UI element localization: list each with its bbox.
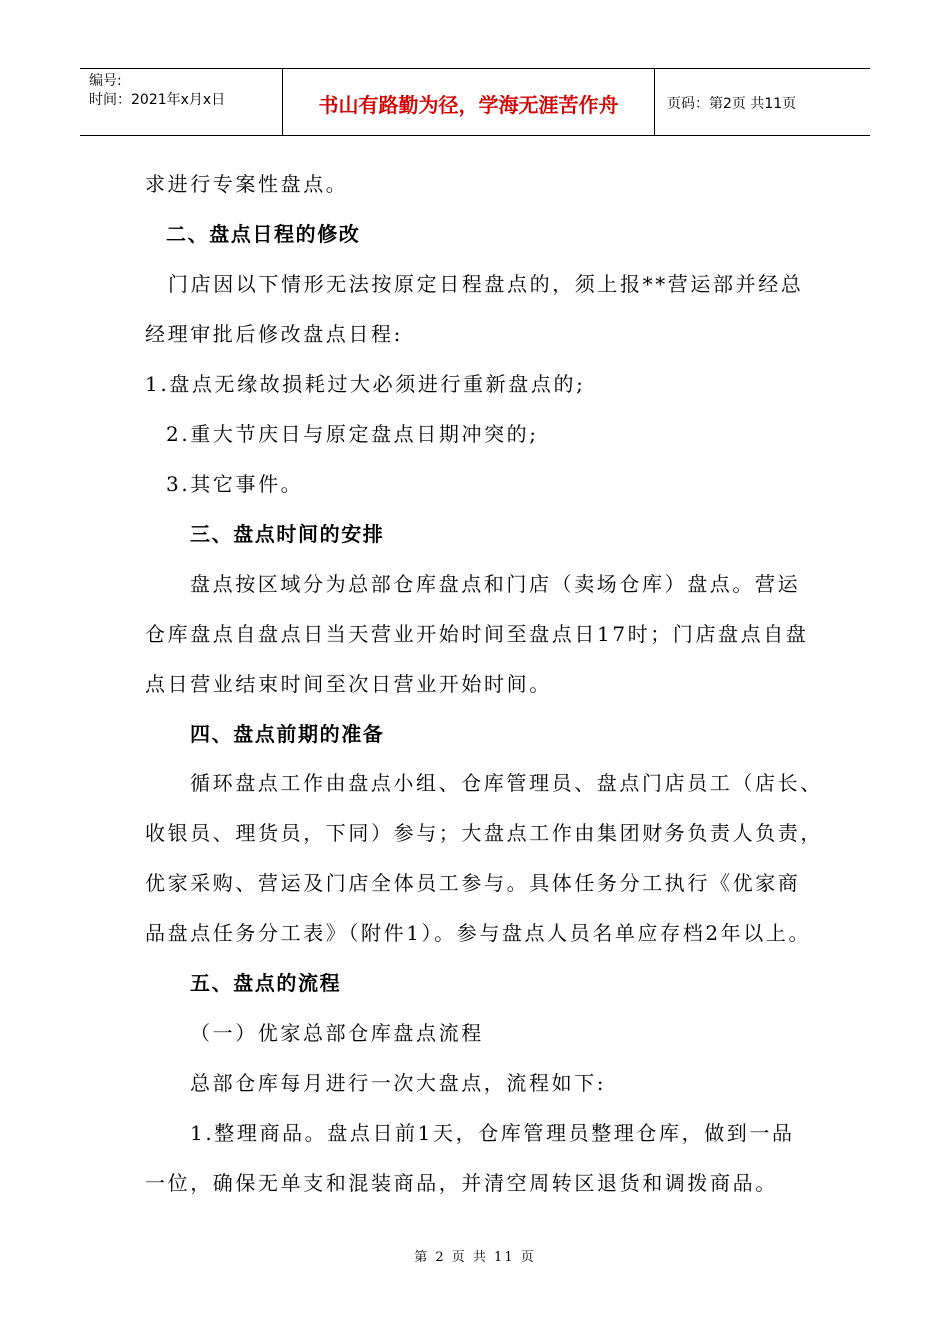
section-heading-4: 四、盘点前期的准备 [190,722,385,746]
document-date: 时间：2021年x月x日 [89,92,226,108]
header-page-number: 页码：第2页 共11页 [667,96,797,112]
list-item: 2.重大节庆日与原定盘点日期冲突的; [166,422,539,446]
header-motto: 书山有路勤为径，学海无涯苦作舟 [283,69,655,135]
paragraph-line: 收银员、理货员，下同）参与；大盘点工作由集团财务负责人负责， [145,821,823,845]
list-item: 1.盘点无缘故损耗过大必须进行重新盘点的; [145,372,586,396]
section-heading-3: 三、盘点时间的安排 [190,522,385,546]
paragraph-line: 一位，确保无单支和混装商品，并清空周转区退货和调拨商品。 [145,1171,778,1195]
list-item: 1.整理商品。盘点日前1天，仓库管理员整理仓库，做到一品 [190,1121,795,1145]
paragraph-line: 品盘点任务分工表》（附件1）。参与盘点人员名单应存档2年以上。 [145,921,812,945]
paragraph-line: 门店因以下情形无法按原定日程盘点的，须上报**营运部并经总 [168,272,804,296]
header-meta [80,69,283,135]
section-heading-5: 五、盘点的流程 [190,971,342,995]
list-item: 3.其它事件。 [166,472,304,496]
paragraph-line: 经理审批后修改盘点日程: [145,322,403,346]
paragraph-line: 求进行专案性盘点。 [145,172,349,196]
document-number-label: 编号: [89,73,122,89]
paragraph-line: 优家采购、营运及门店全体员工参与。具体任务分工执行《优家商 [145,871,801,895]
paragraph-line: 仓库盘点自盘点日当天营业开始时间至盘点日17时；门店盘点自盘 [145,622,809,646]
section-heading-2: 二、盘点日程的修改 [166,222,361,246]
document-header [80,68,870,136]
paragraph-line: 盘点按区域分为总部仓库盘点和门店（卖场仓库）盘点。营运 [190,572,801,596]
paragraph-line: 点日营业结束时间至次日营业开始时间。 [145,672,552,696]
subsection-heading: （一）优家总部仓库盘点流程 [190,1021,484,1045]
page-footer: 第 2 页 共 11 页 [414,1250,536,1265]
paragraph-line: 循环盘点工作由盘点小组、仓库管理员、盘点门店员工（店长、 [190,771,823,795]
paragraph-line: 总部仓库每月进行一次大盘点，流程如下: [190,1071,607,1095]
